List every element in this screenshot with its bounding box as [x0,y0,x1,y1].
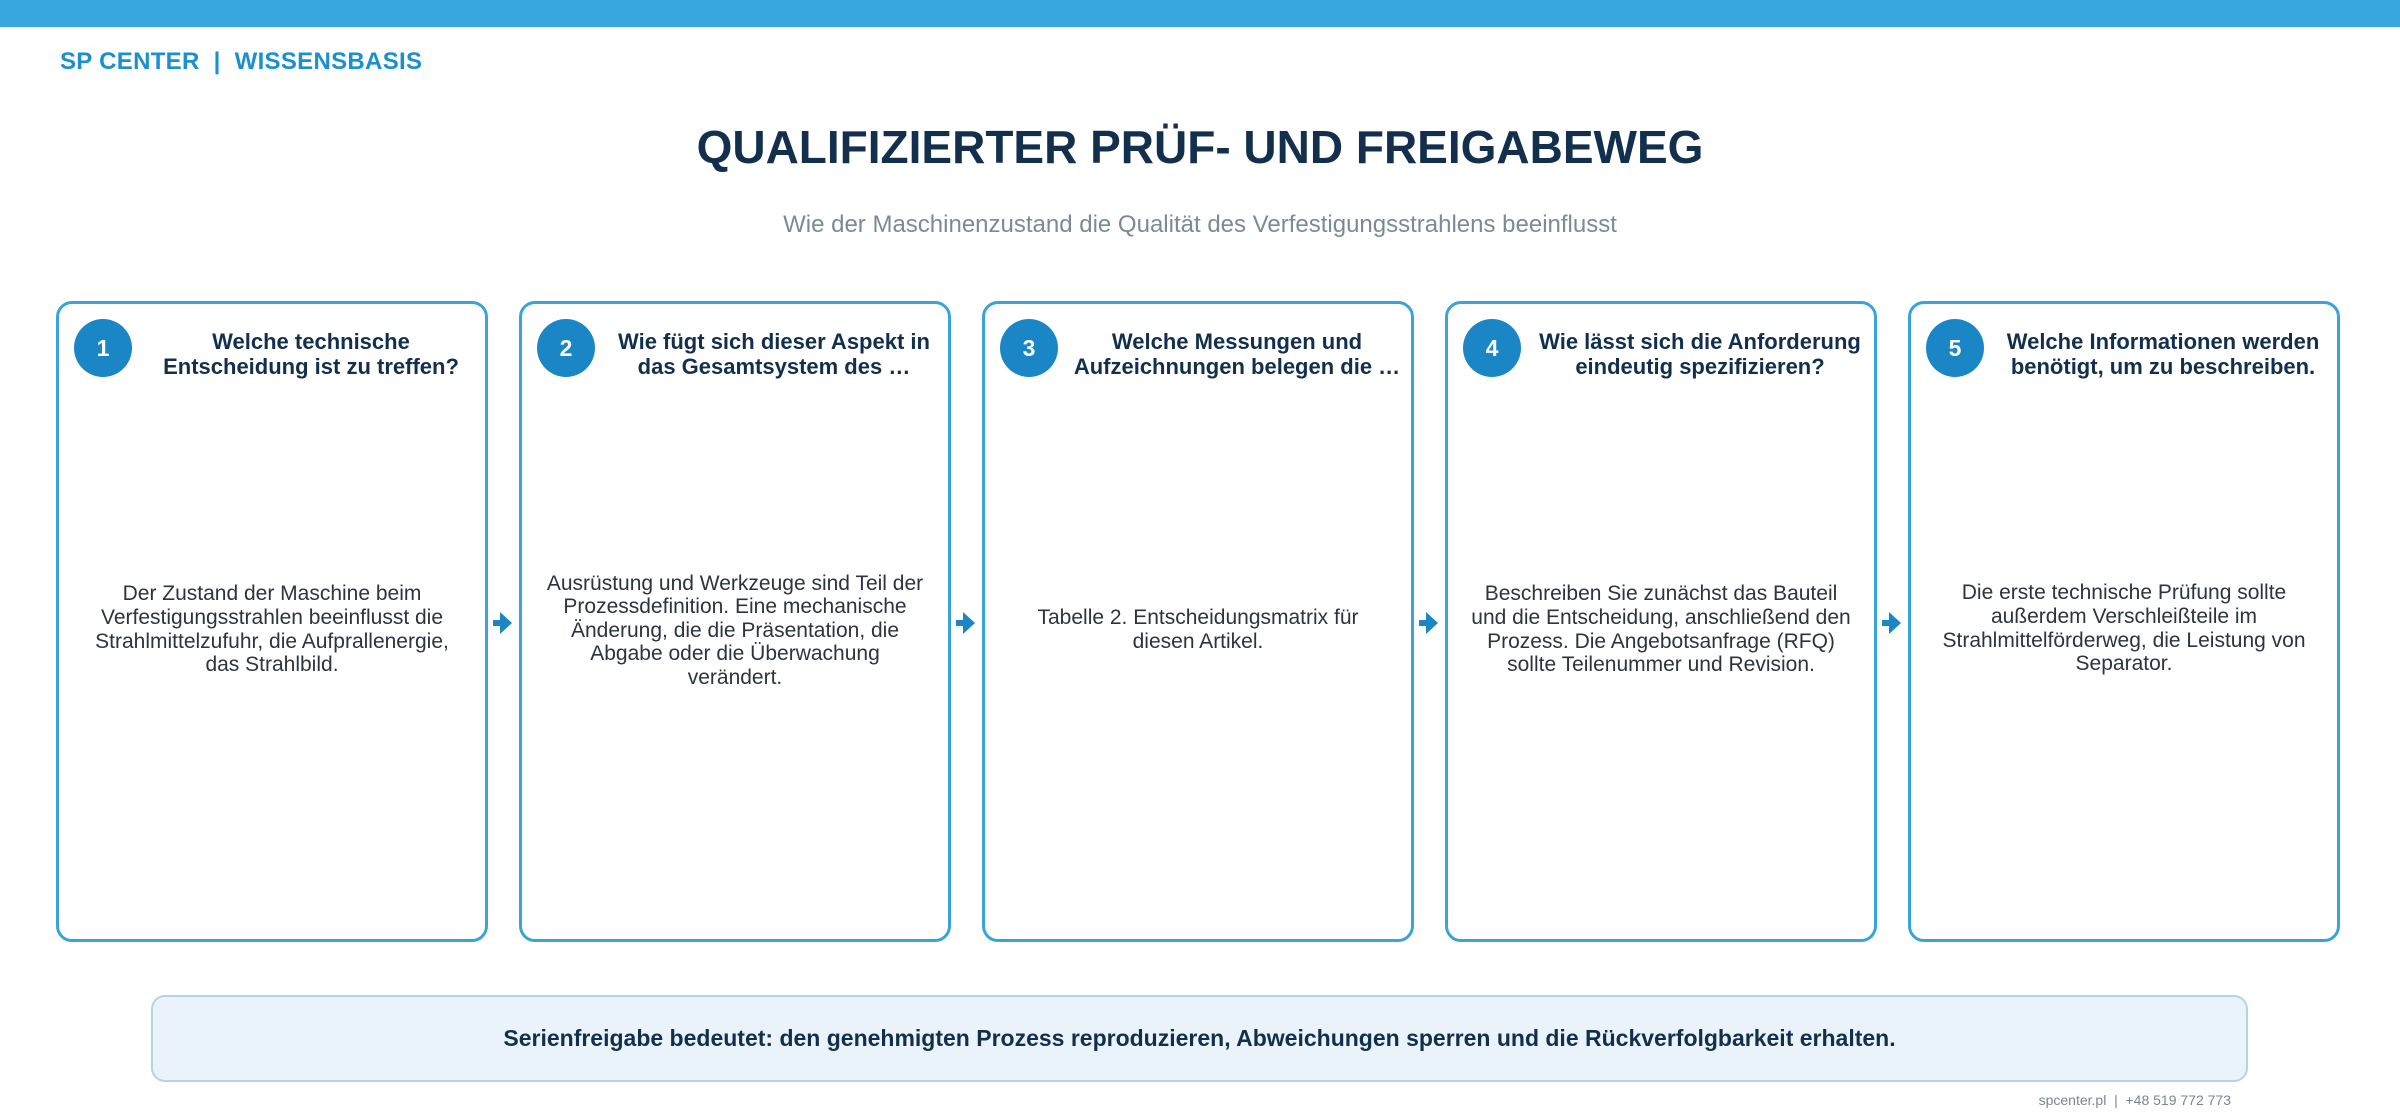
step-number-badge: 5 [1926,319,1984,377]
brand-separator: | [213,48,221,75]
contact-info: spcenter.pl | +48 519 772 773 [2038,1092,2231,1108]
page-subtitle: Wie der Maschinenzustand die Qualität des Verfestigungsstrahlens beeinflusst [783,211,1617,238]
top-accent-bar [0,0,2400,27]
step-number-badge: 1 [74,319,132,377]
step-card-1 [56,301,488,942]
brand-name: SP CENTER [60,48,200,75]
step-card-3 [982,301,1414,942]
step-body: Ausrüstung und Werkzeuge sind Teil der Prozessdefinition. Eine mechanische Änderung, die die Präsentation, die Abgabe oder die Überwachung verändert. [546,571,924,689]
step-title: Wie lässt sich die Anforderung eindeutig spezifizieren? [1539,329,1861,380]
page-title: QUALIFIZIERTER PRÜF- UND FREIGABEWEG [696,121,1704,173]
arrow-right-icon [956,609,976,637]
step-number-badge: 2 [537,319,595,377]
step-card-5 [1908,301,2340,942]
step-title: Welche technische Entscheidung ist zu treffen? [163,329,459,380]
step-card-4 [1445,301,1877,942]
step-number-badge: 4 [1463,319,1521,377]
step-title: Wie fügt sich dieser Aspekt in das Gesamtsystem des … [618,329,930,380]
brand-header [60,48,422,76]
step-body: Die erste technische Prüfung sollte außerdem Verschleißteile im Strahlmittelförderweg, die Leistung von Separator. [1942,581,2306,676]
arrow-right-icon [493,609,513,637]
step-body: Tabelle 2. Entscheidungsmatrix für diesen Artikel. [1037,605,1359,653]
step-body: Der Zustand der Maschine beim Verfestigungsstrahlen beeinflusst die Strahlmittelzufuhr, die Aufprallenergie, das Strahlbild. [95,582,449,677]
arrow-right-icon [1882,609,1902,637]
step-title: Welche Messungen und Aufzeichnungen belegen die … [1073,329,1401,380]
arrow-right-icon [1419,609,1439,637]
step-number-badge: 3 [1000,319,1058,377]
step-body: Beschreiben Sie zunächst das Bauteil und die Entscheidung, anschließend den Prozess. Die Angebotsanfrage (RFQ) sollte Teilenummer und Revision. [1471,582,1851,677]
step-card-2 [519,301,951,942]
brand-section: WISSENSBASIS [234,48,423,75]
step-title: Welche Informationen werden benötigt, um zu beschreiben. [2006,329,2320,380]
summary-banner: Serienfreigabe bedeutet: den genehmigten Prozess reproduzieren, Abweichungen sperren und die Rückverfolgbarkeit erhalten. [151,995,2248,1082]
